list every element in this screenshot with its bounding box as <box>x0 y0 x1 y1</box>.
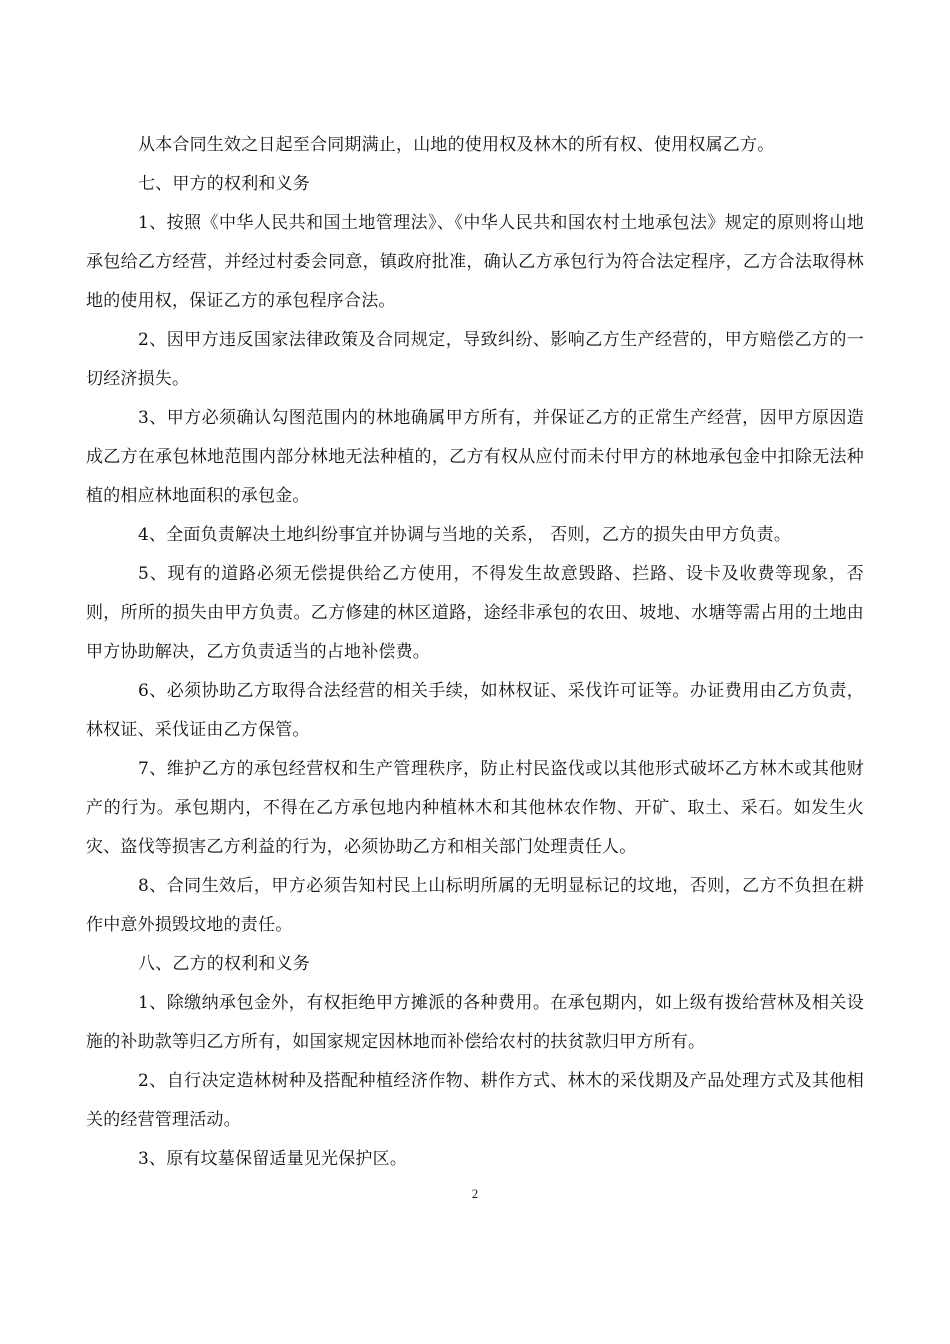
paragraph-party-a-4: 4、全面负责解决土地纠纷事宜并协调与当地的关系， 否则，乙方的损失由甲方负责。 <box>138 525 792 545</box>
section-heading-party-a: 七、甲方的权利和义务 <box>138 174 310 194</box>
section-heading-party-b: 八、乙方的权利和义务 <box>138 954 310 974</box>
page-number: 2 <box>471 1186 479 1201</box>
paragraph-party-b-3: 3、原有坟墓保留适量见光保护区。 <box>138 1149 408 1169</box>
paragraph-party-a-2: 2、因甲方违反国家法律政策及合同规定，导致纠纷、影响乙方生产经营的，甲方赔偿乙方的一切经济损失。 <box>86 330 864 389</box>
paragraph-party-a-3: 3、甲方必须确认勾图范围内的林地确属甲方所有，并保证乙方的正常生产经营，因甲方原因造成乙方在承包林地范围内部分林地无法种植的，乙方有权从应付而未付甲方的林地承包金中扣除无法种植的相应林地面积的承包金。 <box>86 408 864 506</box>
paragraph-party-b-1: 1、除缴纳承包金外，有权拒绝甲方摊派的各种费用。在承包期内，如上级有拨给营林及相关设施的补助款等归乙方所有，如国家规定因林地而补偿给农村的扶贫款归甲方所有。 <box>86 993 864 1052</box>
paragraph-party-a-6: 6、必须协助乙方取得合法经营的相关手续，如林权证、采伐许可证等。办证费用由乙方负责，林权证、采伐证由乙方保管。 <box>86 681 864 740</box>
paragraph-party-a-5: 5、现有的道路必须无偿提供给乙方使用，不得发生故意毁路、拦路、设卡及收费等现象，否则，所所的损失由甲方负责。乙方修建的林区道路，途经非承包的农田、坡地、水塘等需占用的土地由甲方协助解决，乙方负责适当的占地补偿费。 <box>86 564 864 662</box>
paragraph-party-b-2: 2、自行决定造林树种及搭配种植经济作物、耕作方式、林木的采伐期及产品处理方式及其他相关的经营管理活动。 <box>86 1071 864 1130</box>
paragraph-ownership-clause: 从本合同生效之日起至合同期满止，山地的使用权及林木的所有权、使用权属乙方。 <box>138 135 775 155</box>
paragraph-party-a-8: 8、合同生效后，甲方必须告知村民上山标明所属的无明显标记的坟地，否则，乙方不负担在耕作中意外损毁坟地的责任。 <box>86 876 864 935</box>
paragraph-party-a-7: 7、维护乙方的承包经营权和生产管理秩序，防止村民盗伐或以其他形式破坏乙方林木或其他财产的行为。承包期内，不得在乙方承包地内种植林木和其他林农作物、开矿、取土、采石。如发生火灾、盗伐等损害乙方利益的行为，必须协助乙方和相关部门处理责任人。 <box>86 759 864 857</box>
paragraph-party-a-1: 1、按照《中华人民共和国土地管理法》、《中华人民共和国农村土地承包法》规定的原则将山地承包给乙方经营，并经过村委会同意，镇政府批准，确认乙方承包行为符合法定程序，乙方合法取得林地的使用权，保证乙方的承包程序合法。 <box>86 213 864 311</box>
document-body <box>86 126 864 1179</box>
